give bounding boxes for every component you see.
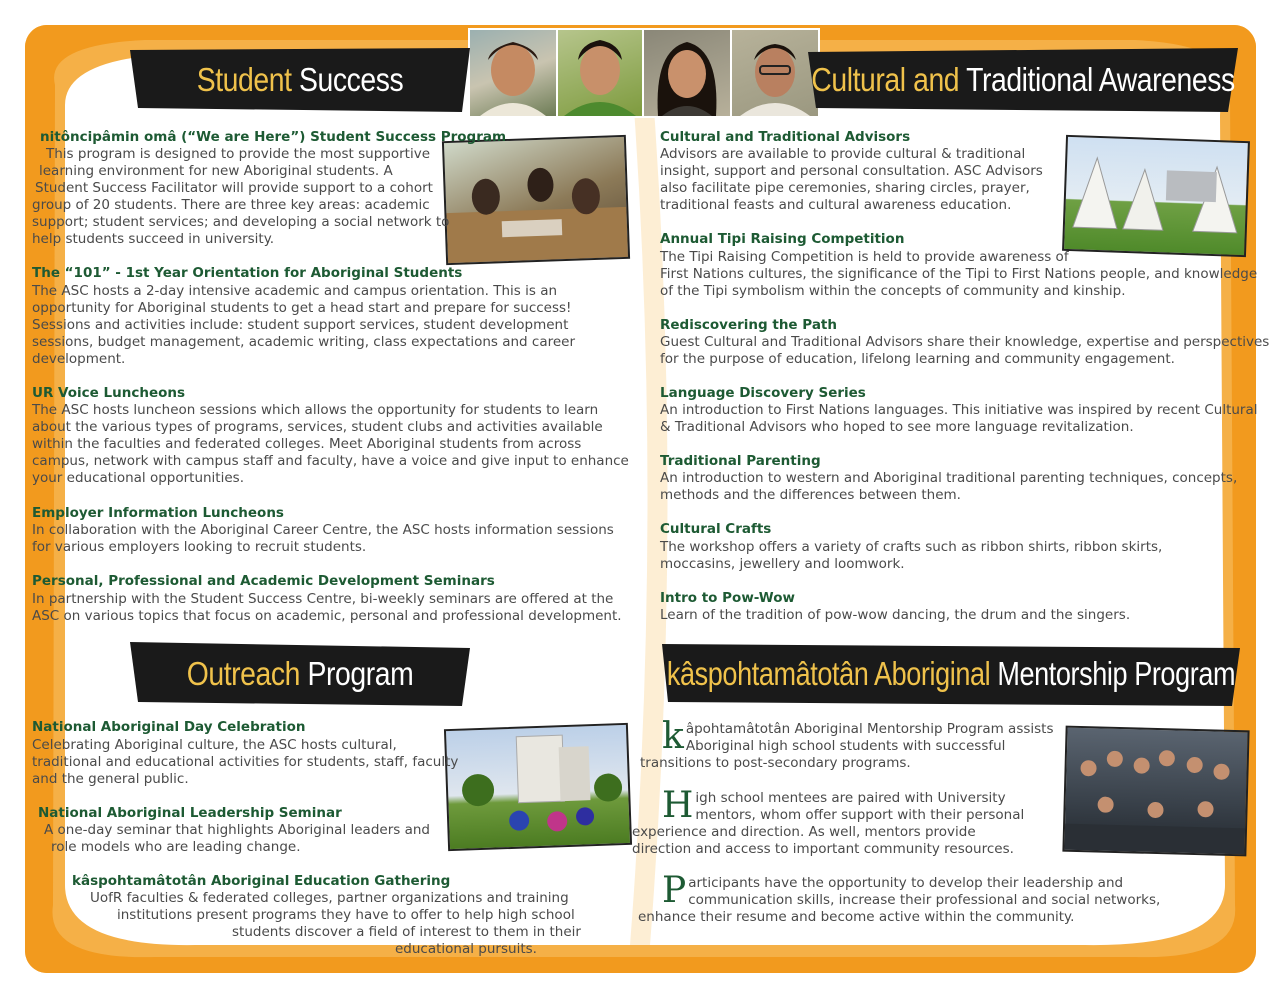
body-line: Advisors are available to provide cultural & traditional — [660, 146, 1026, 162]
banner-cultural-awareness — [808, 48, 1238, 112]
banner-mentorship — [662, 642, 1240, 706]
section-title: Intro to Pow-Wow — [660, 590, 795, 606]
body-line: traditional and educational activities for students, staff, faculty — [32, 754, 459, 770]
body-line: In partnership with the Student Success Centre, bi-weekly seminars are offered at the — [32, 591, 614, 607]
body-line: mentors, whom offer support with their personal — [695, 807, 1025, 823]
body-line: within the faculties and federated colleges. Meet Aboriginal students from across — [32, 436, 582, 452]
tipi-photo — [1062, 135, 1250, 257]
section-title: Language Discovery Series — [660, 385, 866, 401]
section-title: National Aboriginal Day Celebration — [32, 719, 306, 735]
body-line: This program is designed to provide the most supportive — [46, 146, 431, 162]
body-line: In collaboration with the Aboriginal Career Centre, the ASC hosts information sessions — [32, 522, 614, 538]
body-line: UofR faculties & federated colleges, partner organizations and training — [90, 890, 569, 906]
body-line: sessions, budget management, academic writing, class expectations and career — [32, 334, 576, 350]
section-body — [660, 470, 1237, 504]
banner-gold-text: Cultural and — [811, 61, 960, 98]
body-line: also facilitate pipe ceremonies, sharing circles, prayer, — [660, 180, 1030, 196]
body-line: direction and access to important community resources. — [632, 841, 1014, 857]
section-title: Rediscovering the Path — [660, 317, 837, 333]
paragraph-body — [632, 785, 1062, 858]
body-line: opportunity for Aboriginal students to get a head start and prepare for success! — [32, 300, 572, 316]
body-line: for the purpose of education, lifelong learning and community engagement. — [660, 351, 1175, 367]
body-line: about the various types of programs, services, student clubs and activities available — [32, 419, 603, 435]
banner-outreach — [130, 642, 470, 706]
body-line: The workshop offers a variety of crafts such as ribbon shirts, ribbon skirts, — [660, 539, 1163, 555]
body-line: The Tipi Raising Competition is held to provide awareness of — [660, 249, 1069, 265]
section-body — [660, 249, 1257, 300]
body-line: An introduction to western and Aboriginal traditional parenting techniques, concepts, — [660, 470, 1238, 486]
body-line: An introduction to First Nations languages. This initiative was inspired by recent Cultural — [660, 402, 1258, 418]
body-line: igh school mentees are paired with University — [695, 790, 1006, 806]
body-line: A one-day seminar that highlights Aboriginal leaders and — [44, 822, 430, 838]
student-portrait-3 — [642, 28, 732, 118]
body-line: âpohtamâtotân Aboriginal Mentorship Program assists — [685, 721, 1054, 737]
students-at-table-photo — [442, 135, 630, 265]
body-line: communication skills, increase their professional and social networks, — [688, 892, 1161, 908]
section-body — [32, 283, 575, 368]
section-body — [660, 146, 1043, 214]
section-title: Cultural and Traditional Advisors — [660, 129, 911, 145]
body-line: Celebrating Aboriginal culture, the ASC hosts cultural, — [32, 737, 397, 753]
paragraph-body — [640, 716, 1062, 772]
body-line: Student Success Facilitator will provide support to a cohort — [35, 180, 433, 196]
banner-white-text: Mentorship Program — [990, 655, 1236, 692]
banner-white-text: Success — [291, 61, 404, 98]
section-title: Employer Information Luncheons — [32, 505, 284, 521]
mentorship-group-photo — [1062, 726, 1249, 857]
body-line: experience and direction. As well, mentors provide — [632, 824, 976, 840]
section-title: UR Voice Luncheons — [32, 385, 186, 401]
body-line: development. — [32, 351, 126, 367]
body-line: insight, support and personal consultation. ASC Advisors — [660, 163, 1043, 179]
body-line: The ASC hosts luncheon sessions which allows the opportunity for students to learn — [32, 402, 599, 418]
body-line: methods and the differences between them. — [660, 487, 961, 503]
body-line: enhance their resume and become active within the community. — [638, 909, 1075, 925]
banner-gold-text: kâspohtamâtotân Aboriginal — [666, 655, 991, 692]
body-line: role models who are leading change. — [51, 839, 301, 855]
section-body — [660, 334, 1269, 368]
body-line: transitions to post-secondary programs. — [640, 755, 911, 771]
body-line: and the general public. — [32, 771, 189, 787]
drop-cap: k — [662, 716, 684, 757]
paragraph-body — [638, 870, 1182, 926]
banner-white-text: Program — [300, 655, 414, 692]
body-line: & Traditional Advisors who hoped to see more language revitalization. — [660, 419, 1134, 435]
body-line: learning environment for new Aboriginal students. A — [39, 163, 393, 179]
section-body — [32, 522, 614, 556]
section-body — [32, 402, 629, 487]
body-line: Aboriginal high school students with successful — [685, 738, 1006, 754]
body-line: moccasins, jewellery and loomwork. — [660, 556, 905, 572]
banner-white-text: Traditional Awareness — [959, 61, 1235, 98]
section-title: The “101” - 1st Year Orientation for Aboriginal Students — [32, 265, 463, 281]
body-line: educational pursuits. — [395, 941, 537, 957]
body-line: articipants have the opportunity to develop their leadership and — [688, 875, 1124, 891]
banner-gold-text: Outreach — [186, 655, 301, 692]
mentorship-paragraph-3 — [638, 870, 1182, 926]
section-title: Traditional Parenting — [660, 453, 821, 469]
drop-cap: H — [662, 785, 694, 826]
body-line: support; student services; and developing a social network to — [32, 214, 450, 230]
section-title: Annual Tipi Raising Competition — [660, 231, 905, 247]
section-title: Cultural Crafts — [660, 521, 772, 537]
body-line: The ASC hosts a 2-day intensive academic and campus orientation. This is an — [32, 283, 558, 299]
body-line: your educational opportunities. — [32, 470, 244, 486]
body-line: of the Tipi symbolism within the concepts of community and kinship. — [660, 283, 1126, 299]
body-line: ASC on various topics that focus on academic, personal and professional development. — [32, 608, 622, 624]
banner-student-success — [130, 48, 470, 112]
drop-cap: P — [662, 870, 687, 911]
section-title: nitôncipâmin omâ (“We are Here”) Student Success Program — [40, 129, 507, 145]
body-line: Learn of the tradition of pow-wow dancing, the drum and the singers. — [660, 607, 1131, 623]
body-line: Guest Cultural and Traditional Advisors share their knowledge, expertise and perspectives — [660, 334, 1270, 350]
section-body — [660, 539, 1162, 573]
student-portrait-2 — [556, 28, 644, 118]
body-line: Sessions and activities include: student support services, student development — [32, 317, 569, 333]
body-line: First Nations cultures, the significance of the Tipi to First Nations people, and knowledge — [660, 266, 1258, 282]
body-line: campus, network with campus staff and faculty, have a voice and give input to enhance — [32, 453, 629, 469]
section-body — [660, 402, 1258, 436]
body-line: group of 20 students. There are three key areas: academic — [32, 197, 430, 213]
student-portrait-1 — [468, 28, 558, 118]
body-line: for various employers looking to recruit students. — [32, 539, 367, 555]
body-line: students discover a field of interest to them in their — [232, 924, 581, 940]
student-portrait-4 — [730, 28, 820, 118]
section-title: kâspohtamâtotân Aboriginal Education Gathering — [72, 873, 451, 889]
section-body — [32, 591, 622, 625]
mentorship-paragraph-2 — [632, 785, 1062, 858]
section-title: National Aboriginal Leadership Seminar — [38, 805, 342, 821]
section-body — [32, 737, 458, 788]
body-line: institutions present programs they have to offer to help high school — [117, 907, 575, 923]
body-line: traditional feasts and cultural awareness education. — [660, 197, 1012, 213]
mentorship-paragraph-1 — [640, 716, 1062, 772]
banner-gold-text: Student — [196, 61, 292, 98]
section-body — [660, 607, 1130, 624]
body-line: help students succeed in university. — [32, 231, 275, 247]
section-title: Personal, Professional and Academic Development Seminars — [32, 573, 495, 589]
outreach-building-photo — [444, 723, 632, 851]
